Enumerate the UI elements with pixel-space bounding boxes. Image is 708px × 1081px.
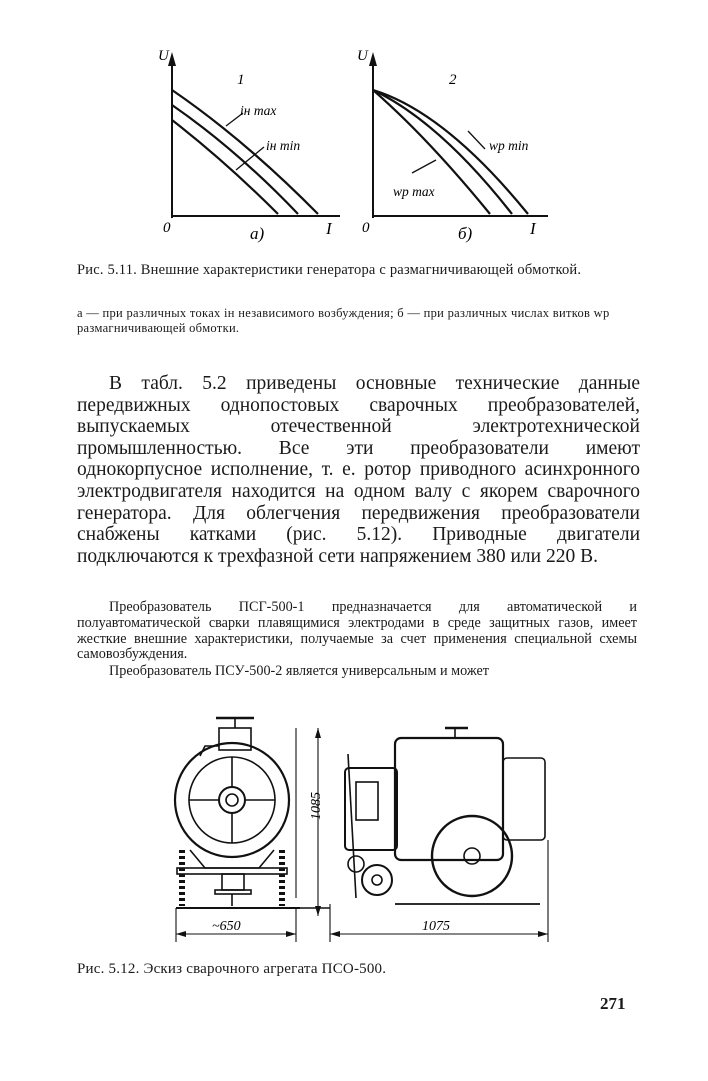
panel-a-number: 1 <box>237 72 245 88</box>
main-paragraph: В табл. 5.2 приведены основные технические данные передвижных однопостовых сварочных преобразователей, выпускаемых отечественной электротехнической промышленностью. Все эти преобразователи имеют однокорпусное исполнение, т. е. ротор приводного асинхронного электродвигателя находится на одном валу с якорем сварочного генератора. Для облегчения передвижения преобразователи снабжены катками (рис. 5.12). Приводные двигатели подключаются к трехфазной сети напряжением 380 или 220 В. <box>77 373 640 567</box>
welding-unit-sketch <box>175 718 545 908</box>
panel-b-label-max: wр max <box>393 184 435 199</box>
page-number: 271 <box>600 994 626 1013</box>
panel-a-x-axis-label: I <box>326 219 332 238</box>
panel-b-x-axis-label: I <box>530 219 536 238</box>
panel-b-origin: 0 <box>362 220 370 236</box>
figure-5-11-caption: Рис. 5.11. Внешние характеристики генератора с размагничивающей обмоткой. <box>77 262 582 278</box>
dim-width-left-label: ~650 <box>212 919 241 934</box>
panel-b-number: 2 <box>449 72 457 88</box>
figure-5-12-caption: Рис. 5.12. Эскиз сварочного агрегата ПСО-500. <box>77 961 387 977</box>
figure-5-11 <box>0 0 708 250</box>
paragraph-psg-500-1: Преобразователь ПСГ-500-1 предназначается для автоматической и полуавтоматической сварки плавящимися электродами в среде защитных газов, имеет жесткие внешние характеристики, получаемые за счет применения специальной схемы самовозбуждения. <box>77 599 637 663</box>
panel-a-letter: а) <box>250 224 265 243</box>
panel-a-y-axis-label: U <box>158 48 169 64</box>
panel-a-label-max: iн max <box>240 103 277 118</box>
panel-b-letter: б) <box>458 224 473 243</box>
panel-b-y-axis-label: U <box>357 48 368 64</box>
dim-width-right-label: 1075 <box>422 919 450 934</box>
panel-a-label-min: iн min <box>266 138 301 153</box>
panel-b-label-min: wр min <box>489 138 529 153</box>
panel-a-origin: 0 <box>163 220 171 236</box>
figure-5-12 <box>0 690 708 950</box>
panel-a <box>168 52 340 218</box>
dim-height-label: 1085 <box>309 792 324 820</box>
figure-5-11-legend: а — при различных токах iн независимого возбуждения; б — при различных числах витков wр размагничивающей обмотки. <box>77 306 610 335</box>
paragraph-psu-500-2: Преобразователь ПСУ-500-2 является универсальным и может <box>109 663 489 679</box>
